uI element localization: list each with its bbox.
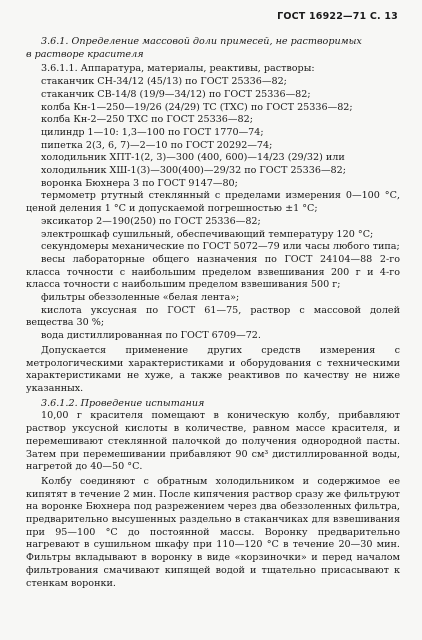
- list-item: колба Кн-2—250 ТХС по ГОСТ 25336—82;: [41, 114, 253, 126]
- list-item: стаканчик СВ-14/8 (19/9—34/12) по ГОСТ 25336—82;: [41, 88, 311, 100]
- list-item: эксикатор 2—190(250) по ГОСТ 25336—82;: [41, 215, 261, 227]
- procedure-paragraph-2: Колбу соединяют с обратным холодильником и содержимое ее кипятят в течение 2 мин. После кипячения раствор сразу же фильтруют на воронке Бюхнера под разрежением через два обеззоленных фильтра, предварительно высушенных раздельно в стаканчиках для взвешивания при 95—100 °С до постоянной массы. Воронку предварительно нагревают в сушильном шкафу при 110—120 °С в течение 20—30 мин. Фильтры вкладывают в воронку в виде «корзиночки» и перед началом фильтрования смачивают кипящей водой и тщательно присасывают к стенкам воронки.: [26, 475, 400, 589]
- section-3-6-1-heading: [26, 36, 400, 61]
- scales-item: весы лабораторные общего назначения по ГОСТ 24104—88 2-го класса точности с наибольшим пределом взвешивания 200 г и 4-го класса точности с наибольшим пределом взвешивания 500 г;: [26, 253, 400, 291]
- section-3-6-1-1-title: 3.6.1.1. Аппаратура, материалы, реактивы, растворы:: [41, 63, 315, 75]
- list-item: электрошкаф сушильный, обеспечивающий температуру 120 °С;: [41, 228, 374, 240]
- water-item: вода дистиллированная по ГОСТ 6709—72.: [41, 330, 261, 342]
- list-item: холодильник ХПТ-1(2, 3)—300 (400, 600)—14/23 (29/32) или: [41, 152, 345, 164]
- heading-line: в растворе красителя: [26, 48, 144, 60]
- page-header: ГОСТ 16922—71 С. 13: [277, 11, 398, 22]
- acid-item: кислота уксусная по ГОСТ 61—75, раствор с массовой долей вещества 30 %;: [26, 304, 400, 329]
- equipment-list: [26, 76, 400, 190]
- stopwatch-item: секундомеры механические по ГОСТ 5072—79 или часы любого типа;: [41, 241, 400, 253]
- equipment-list-2: [26, 216, 400, 241]
- document-body: [26, 36, 400, 590]
- allowance-note: Допускается применение других средств измерения с метрологическими характеристиками и оборудования с техническими характеристиками не хуже, а также реактивов по качеству не ниже указанных.: [26, 344, 400, 394]
- section-3-6-1-2-title: 3.6.1.2. Проведение испытания: [41, 397, 205, 409]
- list-item: холодильник ХШ-1(3)—300(400)—29/32 по ГОСТ 25336—82;: [41, 165, 346, 177]
- procedure-paragraph-1: 10,00 г красителя помещают в коническую колбу, прибавляют раствор уксусной кислоты в количестве, равном массе красителя, и перемешивают стеклянной палочкой до получения однородной пасты. Затем при перемешивании прибавляют 90 см³ дистиллированной воды, нагретой до 40—50 °С.: [26, 410, 400, 473]
- list-item: цилиндр 1—10: 1,3—100 по ГОСТ 1770—74;: [41, 126, 264, 138]
- list-item: пипетка 2(3, 6, 7)—2—10 по ГОСТ 20292—74;: [41, 139, 273, 151]
- list-item: воронка Бюхнера 3 по ГОСТ 9147—80;: [41, 177, 238, 189]
- thermometer-item: термометр ртутный стеклянный с пределами измерения 0—100 °С, ценой деления 1 °С и допускаемой погрешностью ±1 °С;: [26, 190, 400, 215]
- list-item: стаканчик СН-34/12 (45/13) по ГОСТ 25336—82;: [41, 76, 287, 88]
- filters-item: фильтры обеззоленные «белая лента»;: [41, 292, 240, 304]
- list-item: колба Кн-1—250—19/26 (24/29) ТС (ТХС) по ГОСТ 25336—82;: [41, 101, 353, 113]
- heading-line: 3.6.1. Определение массовой доли примесей, не растворимых: [41, 36, 362, 47]
